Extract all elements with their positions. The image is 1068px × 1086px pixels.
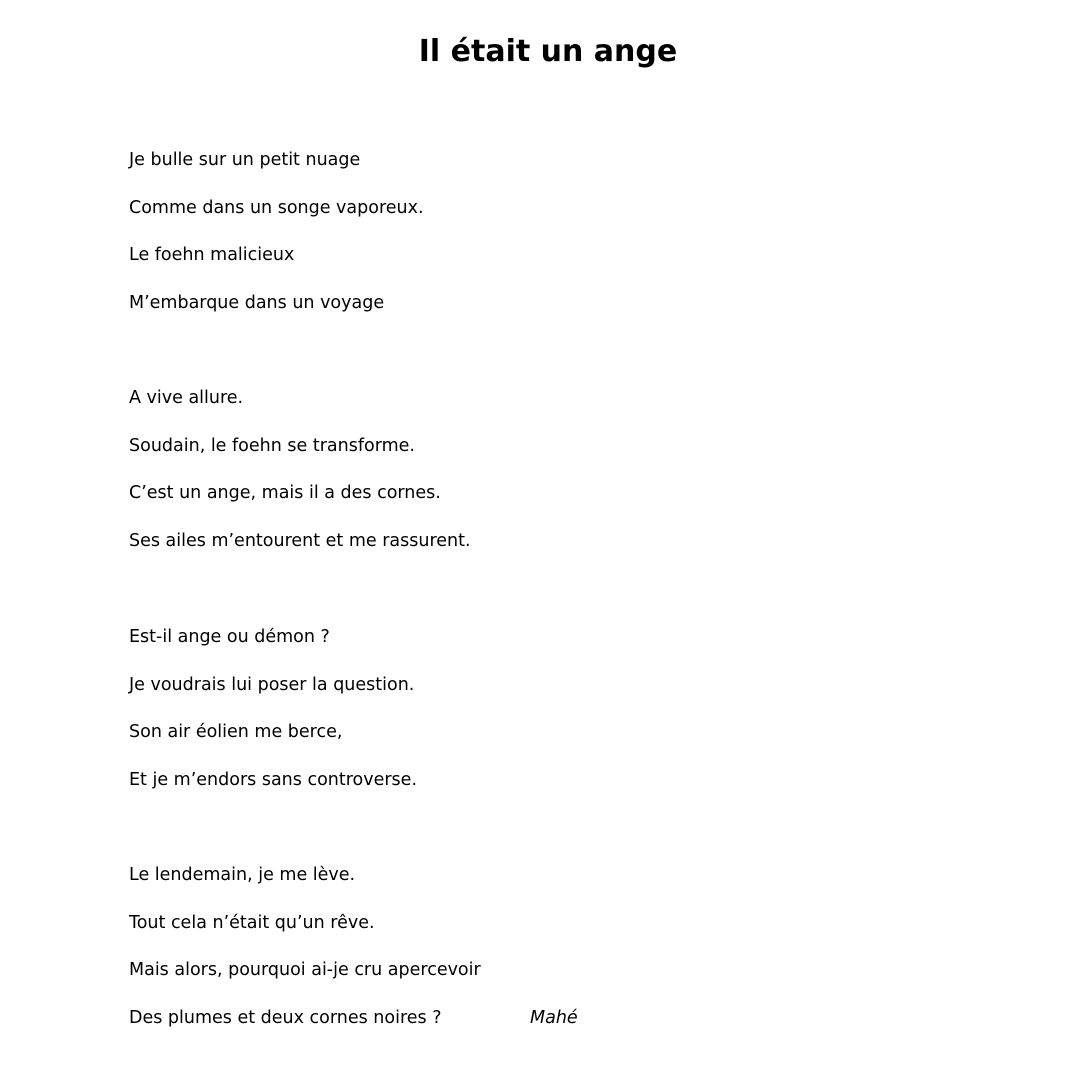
poem-title: Il était un ange [418,34,678,69]
poem-line: Le lendemain, je me lève. [129,865,356,885]
poem-line: Je voudrais lui poser la question. [129,674,415,695]
stanza-1 [129,150,424,313]
poem-line: A vive allure. [129,388,244,408]
poem-line: Son air éolien me berce, [129,722,343,743]
poem-line: Est-il ange ou démon ? [129,627,330,647]
poem-line: Mais alors, pourquoi ai-je cru apercevoir [129,960,481,981]
stanza-2 [129,388,471,551]
poem-line: Et je m’endors sans controverse. [129,770,418,791]
stanza-3 [129,627,417,790]
stanza-4 [129,865,481,1028]
poem-line: Tout cela n’était qu’un rêve. [129,912,375,933]
poem-line: Le foehn malicieux [129,245,295,266]
poem-line: Des plumes et deux cornes noires ? [129,1008,442,1029]
poem-line: M’embarque dans un voyage [129,293,385,314]
poem-line: C’est un ange, mais il a des cornes. [129,483,441,504]
poem-line: Soudain, le foehn se transforme. [129,435,415,456]
poem-line: Je bulle sur un petit nuage [129,150,361,170]
author-signature: Mahé [530,1008,578,1028]
poem-line: Comme dans un songe vaporeux. [129,197,424,218]
poem-line: Ses ailes m’entourent et me rassurent. [129,531,471,552]
